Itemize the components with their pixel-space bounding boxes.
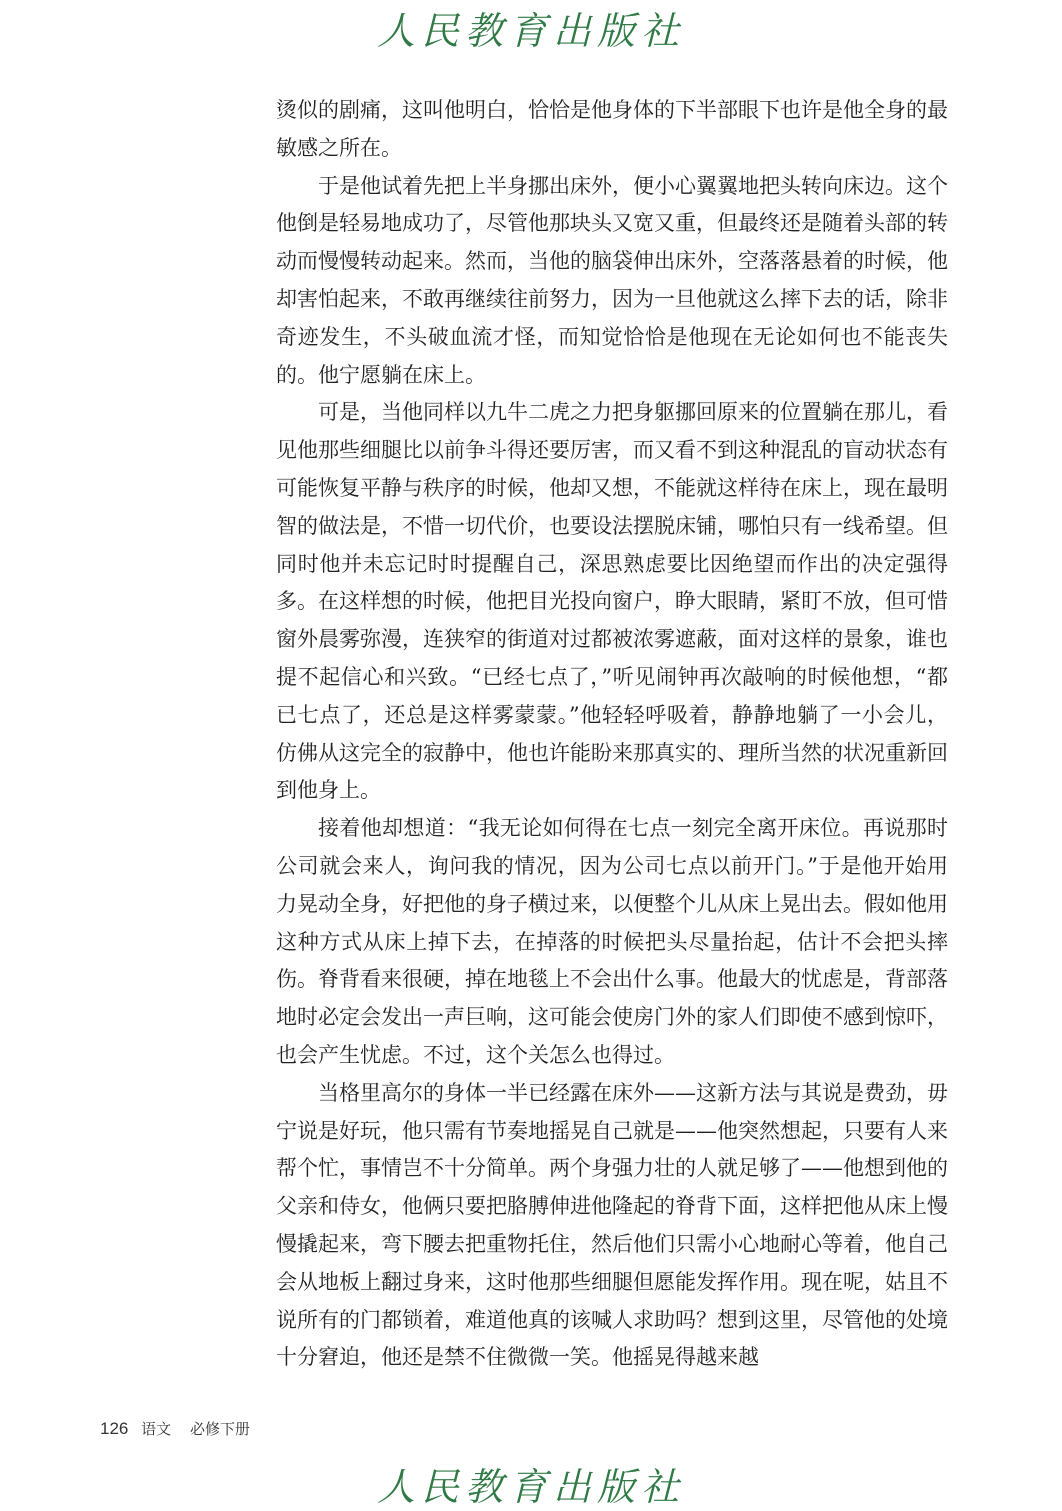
- publisher-logo-top: 人民教育出版社: [376, 9, 685, 53]
- book-volume: 必修下册: [189, 1420, 250, 1438]
- page-footer: [100, 1418, 250, 1439]
- publisher-logo-bottom: 人民教育出版社: [376, 1465, 685, 1509]
- paragraph: 可是，当他同样以九牛二虎之力把身躯挪回原来的位置躺在那儿，看见他那些细腿比以前争斗得还要厉害，而又看不到这种混乱的盲动状态有可能恢复平静与秩序的时候，他却又想，不能就这样待在床上，现在最明智的做法是，不惜一切代价，也要设法摆脱床铺，哪怕只有一线希望。但同时他并未忘记时时提醒自己，深思熟虑要比因绝望而作出的决定强得多。在这样想的时候，他把目光投向窗户，睁大眼睛，紧盯不放，但可惜窗外晨雾弥漫，连狭窄的街道对过都被浓雾遮蔽，面对这样的景象，谁也提不起信心和兴致。“已经七点了，”听见闹钟再次敲响的时候他想，“都已七点了，还总是这样雾蒙蒙。”他轻轻呼吸着，静静地躺了一小会儿，仿佛从这完全的寂静中，他也许能盼来那真实的、理所当然的状况重新回到他身上。: [276, 400, 948, 803]
- page-number: 126: [100, 1419, 129, 1438]
- book-title: 语文: [141, 1420, 172, 1438]
- paragraph: 于是他试着先把上半身挪出床外，便小心翼翼地把头转向床边。这个他倒是轻易地成功了，尽管他那块头又宽又重，但最终还是随着头部的转动而慢慢转动起来。然而，当他的脑袋伸出床外，空落落悬着的时候，他却害怕起来，不敢再继续往前努力，因为一旦他就这么摔下去的话，除非奇迹发生，不头破血流才怪，而知觉恰恰是他现在无论如何也不能丧失的。他宁愿躺在床上。: [276, 173, 948, 387]
- paragraph: 当格里高尔的身体一半已经露在床外——这新方法与其说是费劲，毋宁说是好玩，他只需有节奏地摇晃自己就是——他突然想起，只要有人来帮个忙，事情岂不十分简单。两个身强力壮的人就足够了——他想到他的父亲和侍女，他俩只要把胳膊伸进他隆起的脊背下面，这样把他从床上慢慢撬起来，弯下腰去把重物托住，然后他们只需小心地耐心等着，他自己会从地板上翻过身来，这时他那些细腿但愿能发挥作用。现在呢，姑且不说所有的门都锁着，难道他真的该喊人求助吗？想到这里，尽管他的处境十分窘迫，他还是禁不住微微一笑。他摇晃得越来越: [276, 1080, 948, 1370]
- body-text: [276, 92, 948, 1377]
- paragraph: 接着他却想道：“我无论如何得在七点一刻完全离开床位。再说那时公司就会来人，询问我的情况，因为公司七点以前开门。”于是他开始用力晃动全身，好把他的身子横过来，以便整个儿从床上晃出去。假如他用这种方式从床上掉下去，在掉落的时候把头尽量抬起，估计不会把头摔伤。脊背看来很硬，掉在地毯上不会出什么事。他最大的忧虑是，背部落地时必定会发出一声巨响，这可能会使房门外的家人们即使不感到惊吓，也会产生忧虑。不过，这个关怎么也得过。: [276, 816, 948, 1067]
- paragraph: 烫似的剧痛，这叫他明白，恰恰是他身体的下半部眼下也许是他全身的最敏感之所在。: [276, 98, 948, 160]
